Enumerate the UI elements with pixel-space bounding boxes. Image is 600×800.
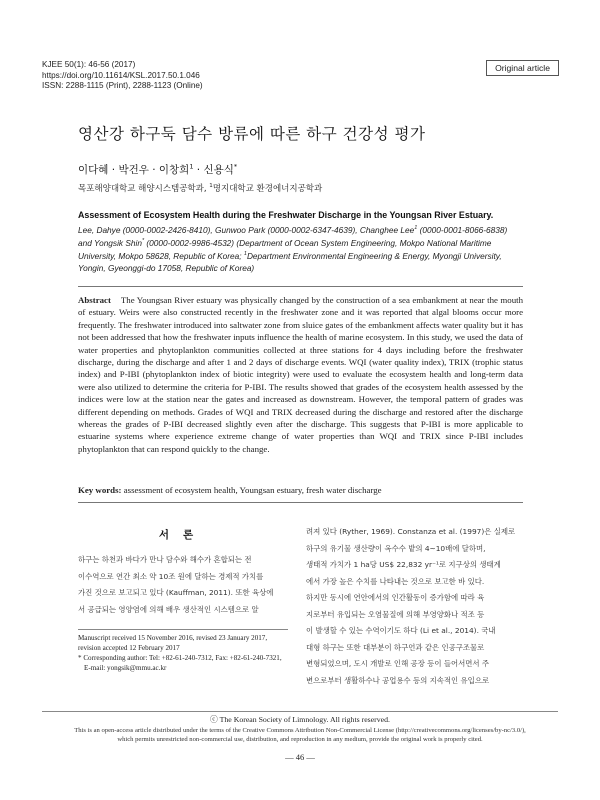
footnote-received: Manuscript received 15 November 2016, revised 23 January 2017, <box>78 634 268 642</box>
article-type-badge: Original article <box>486 60 559 76</box>
license-line-2: which permits unrestricted non-commercial use, distribution, and reproduction in any medium, provide the original work is properly cited. <box>117 736 483 743</box>
right-column-line: 지로부터 유입되는 오염물질에 의해 부영양화나 적조 등 <box>306 609 485 619</box>
left-column-line: 가진 것으로 보고되고 있다 (Kauffman, 2011). 또한 육상에 <box>78 588 274 597</box>
right-column-line: 이 발생할 수 있는 수역이기도 하다 (Li et al., 2014). 국내 <box>306 626 496 635</box>
english-superscript-2: * <box>141 237 145 244</box>
english-authors-part4: Department Environmental Engineering & Energy, Myongji University, Yongin, Gyeonggi-do 17058, Republic of Korea) <box>78 251 502 273</box>
license-notice <box>42 726 558 744</box>
author-separator: · <box>193 164 204 176</box>
footnote-corresponding: * Corresponding author: Tel: +82-61-240-7312, Fax: +82-61-240-7321, <box>78 654 282 662</box>
right-column <box>306 524 522 689</box>
journal-doi[interactable]: https://doi.org/10.11614/KSL.2017.50.1.046 <box>42 70 200 80</box>
korean-authors <box>78 162 237 177</box>
affiliation-part1: 목포해양대학교 해양시스템공학과, <box>78 184 210 194</box>
right-column-line: 생태적 가치가 1 ha당 US$ 22,832 yr⁻¹로 지구상의 생태계 <box>306 560 501 569</box>
keywords-label: Key words: <box>78 485 122 495</box>
journal-issn: ISSN: 2288-1115 (Print), 2288-1123 (Online) <box>42 81 203 90</box>
keywords <box>78 485 523 495</box>
license-line-1: This is an open-access article distributed under the terms of the Creative Commons Attribution Non-Commercial License (http://creativecommons.org/licenses/by-nc/3.0/), <box>74 727 526 734</box>
right-column-line: 하지만 동시에 연안에서의 인간활동이 증가함에 따라 육 <box>306 593 485 602</box>
english-superscript-3: 1 <box>243 251 247 258</box>
right-column-line: 하구의 유기물 생산량이 옥수수 밭의 4~10배에 달하며, <box>306 543 486 553</box>
korean-authors-part1: 이다혜 · 박건우 · 이창희 <box>78 164 190 176</box>
abstract-top-rule <box>78 286 523 287</box>
korean-title: 영산강 하구둑 담수 방류에 따른 하구 건강성 평가 <box>78 125 426 143</box>
left-column <box>78 552 288 618</box>
english-superscript-1: 1 <box>414 224 418 231</box>
journal-info <box>42 60 203 92</box>
korean-authors-part2: 신용식 <box>203 164 234 176</box>
corresponding-mark: * <box>233 162 238 171</box>
footnote-accepted: revision accepted 12 February 2017 <box>78 644 180 652</box>
affiliation-part2: 명지대학교 환경에너지공학과 <box>212 184 323 194</box>
section-heading-introduction: 서론 <box>158 529 208 541</box>
journal-citation: KJEE 50(1): 46-56 (2017) <box>42 60 136 69</box>
keywords-text: assessment of ecosystem health, Youngsan estuary, fresh water discharge <box>123 485 382 495</box>
right-column-line: 에서 가장 높은 수치를 나타내는 것으로 보고한 바 있다. <box>306 576 485 586</box>
right-column-line: 변형되었으며, 도시 개발로 인해 공장 등이 들어서면서 주 <box>306 659 490 668</box>
footnote-email[interactable]: E-mail: yongsik@mmu.ac.kr <box>84 664 167 672</box>
copyright-notice: ⓒ The Korean Society of Limnology. All rights reserved. <box>210 715 390 724</box>
left-column-line: 하구는 하천과 바다가 만나 담수와 해수가 혼합되는 전 <box>78 555 252 564</box>
right-column-line: 대형 하구는 또한 대부분이 하구언과 같은 인공구조물로 <box>306 642 485 652</box>
korean-affiliation <box>78 182 322 194</box>
english-authors <box>78 223 523 275</box>
abstract <box>78 294 523 455</box>
abstract-text: The Youngsan River estuary was physically changed by the construction of a sea embankment at near the mouth of estuary. Weirs were also constructed recently in the freshwater zone and it was reported that algal blooms occur more frequently. The freshwater introduced into saltwater zone from sluice gates of the embankment affects water quality but it has not been addressed that how the freshwater inputs influence the health of marine ecosystem. In this study, we used the data of water properties and phytoplankton communities collected at three stations for 4 days including before the freshwater discharge, during the discharge and after 1 and 2 days of discharge events. WQI (water quality index), TRIX (trophic status index) and P-IBI (phytoplankton index of biotic integrity) were used to evaluate the ecosystem health and long-term data were also utilized to determine the criteria for P-IBI. The results showed that grades of the ecosystem health assessed by the indices were low at the station near the gates and increased as downstream. However, the temporal pattern of grades was different depending on methods. Grades of WQI and TRIX decreased during the discharge and restored after the discharge whereas the grades of P-IBI decreased slightly even after the discharge. This suggests that P-IBI is more applicable to estuarine systems where experience extreme change of water properties than WQI and TRIX since P-IBI includes phytoplankton that can respond quickly to the change. <box>78 295 524 454</box>
author-superscript: 1 <box>189 162 194 171</box>
abstract-bottom-rule <box>78 502 523 503</box>
left-column-line: 서 공급되는 영양염에 의해 배우 생산적인 시스템으로 알 <box>78 604 259 614</box>
right-column-line: 변으로부터 생활하수나 공업용수 등의 지속적인 유입으로 <box>306 675 490 685</box>
footnotes <box>78 633 293 673</box>
english-authors-part2: (0000-0001-8066-6838) and Yongsik Shin <box>78 224 508 248</box>
english-title: Assessment of Ecosystem Health during the Freshwater Discharge in the Youngsan River Estuary. <box>78 210 494 220</box>
affiliation-superscript: 1 <box>209 183 213 190</box>
left-column-line: 이수역으로 연간 최소 약 10조 원에 달하는 경제적 가치를 <box>78 571 264 581</box>
footnote-rule <box>78 629 288 630</box>
abstract-label: Abstract <box>78 295 111 305</box>
english-header <box>78 210 523 274</box>
right-column-line: 려져 있다 (Ryther, 1969). Constanza et al. (1997)은 실제로 <box>306 527 516 536</box>
page-number: — 46 — <box>285 752 315 762</box>
bottom-rule <box>42 711 558 712</box>
english-authors-part1: Lee, Dahye (0000-0002-2426-8410), Gunwoo Park (0000-0002-6347-4639), Changhee Lee <box>78 224 415 235</box>
english-authors-part3: (0000-0002-9986-4532) (Department of Ocean System Engineering, Mokpo National Maritime University, Mokpo 58628, Republic of Korea; <box>78 237 492 262</box>
